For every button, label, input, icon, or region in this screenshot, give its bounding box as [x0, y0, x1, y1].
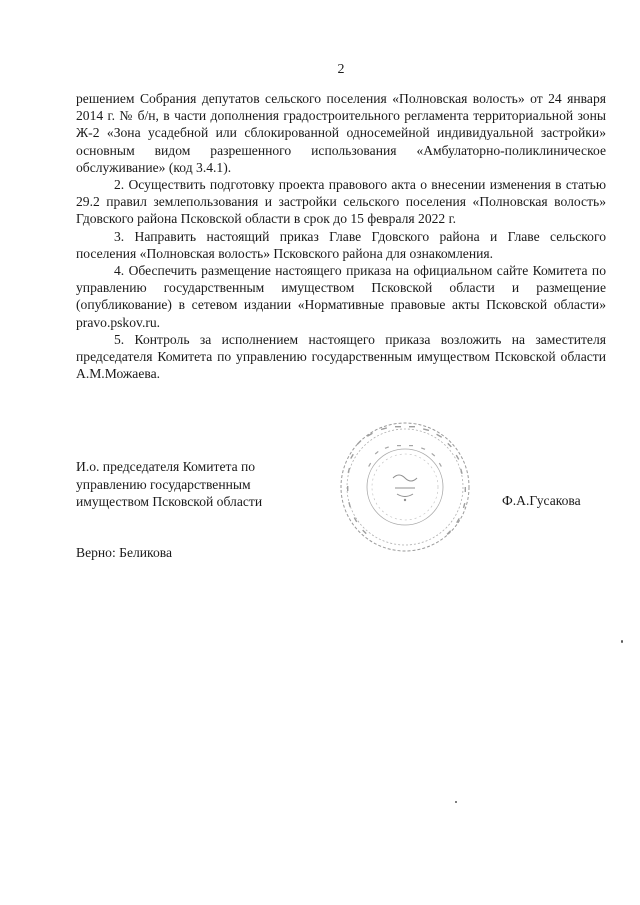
scan-speck: [621, 640, 623, 643]
signer-title-line: И.о. председателя Комитета по: [76, 459, 256, 474]
paragraph-item-2: 2. Осуществить подготовку проекта правового акта о внесении изменения в статью 29.2 правил землепользования и застройки сельского поселения «Полновская волость» Гдовского района Псковской области в срок до 15 февраля 2022 г.: [76, 177, 606, 227]
signer-title: [76, 458, 316, 511]
verified-copy-line: Верно: Беликова: [76, 545, 173, 560]
signer-title-line: имуществом Псковской области: [76, 494, 263, 509]
document-body: [76, 90, 606, 382]
signer-title-line: управлению государственным: [76, 476, 251, 492]
signer-name: Ф.А.Гусакова: [502, 493, 581, 508]
paragraph-continuation: решением Собрания депутатов сельского поселения «Полновская волость» от 24 января 2014 г. № б/н, в части дополнения градостроительного регламента территориальной зоны Ж-2 «Зона усадебной или сблокированной односемейной индивидуальной застройки» основным видом разрешенного использования «Амбулаторно-поликлиническое обслуживание» (код 3.4.1).: [76, 91, 606, 175]
scan-speck: [455, 801, 457, 803]
paragraph-item-5: 5. Контроль за исполнением настоящего приказа возложить на заместителя председателя Комитета по управлению государственным имуществом Псковской области А.М.Можаева.: [76, 331, 606, 382]
paragraph-item-4: 4. Обеспечить размещение настоящего приказа на официальном сайте Комитета по управлению государственным имуществом Псковской области и размещение (опубликование) в сетевом издании «Нормативные правовые акты Псковской области» pravo.pskov.ru.: [76, 263, 606, 330]
page-number: 2: [337, 62, 345, 77]
paragraph-item-3: 3. Направить настоящий приказ Главе Гдовского района и Главе сельского поселения «Полновская волость» Псковского района для ознакомления.: [76, 228, 606, 261]
official-seal-stamp: [335, 418, 475, 556]
